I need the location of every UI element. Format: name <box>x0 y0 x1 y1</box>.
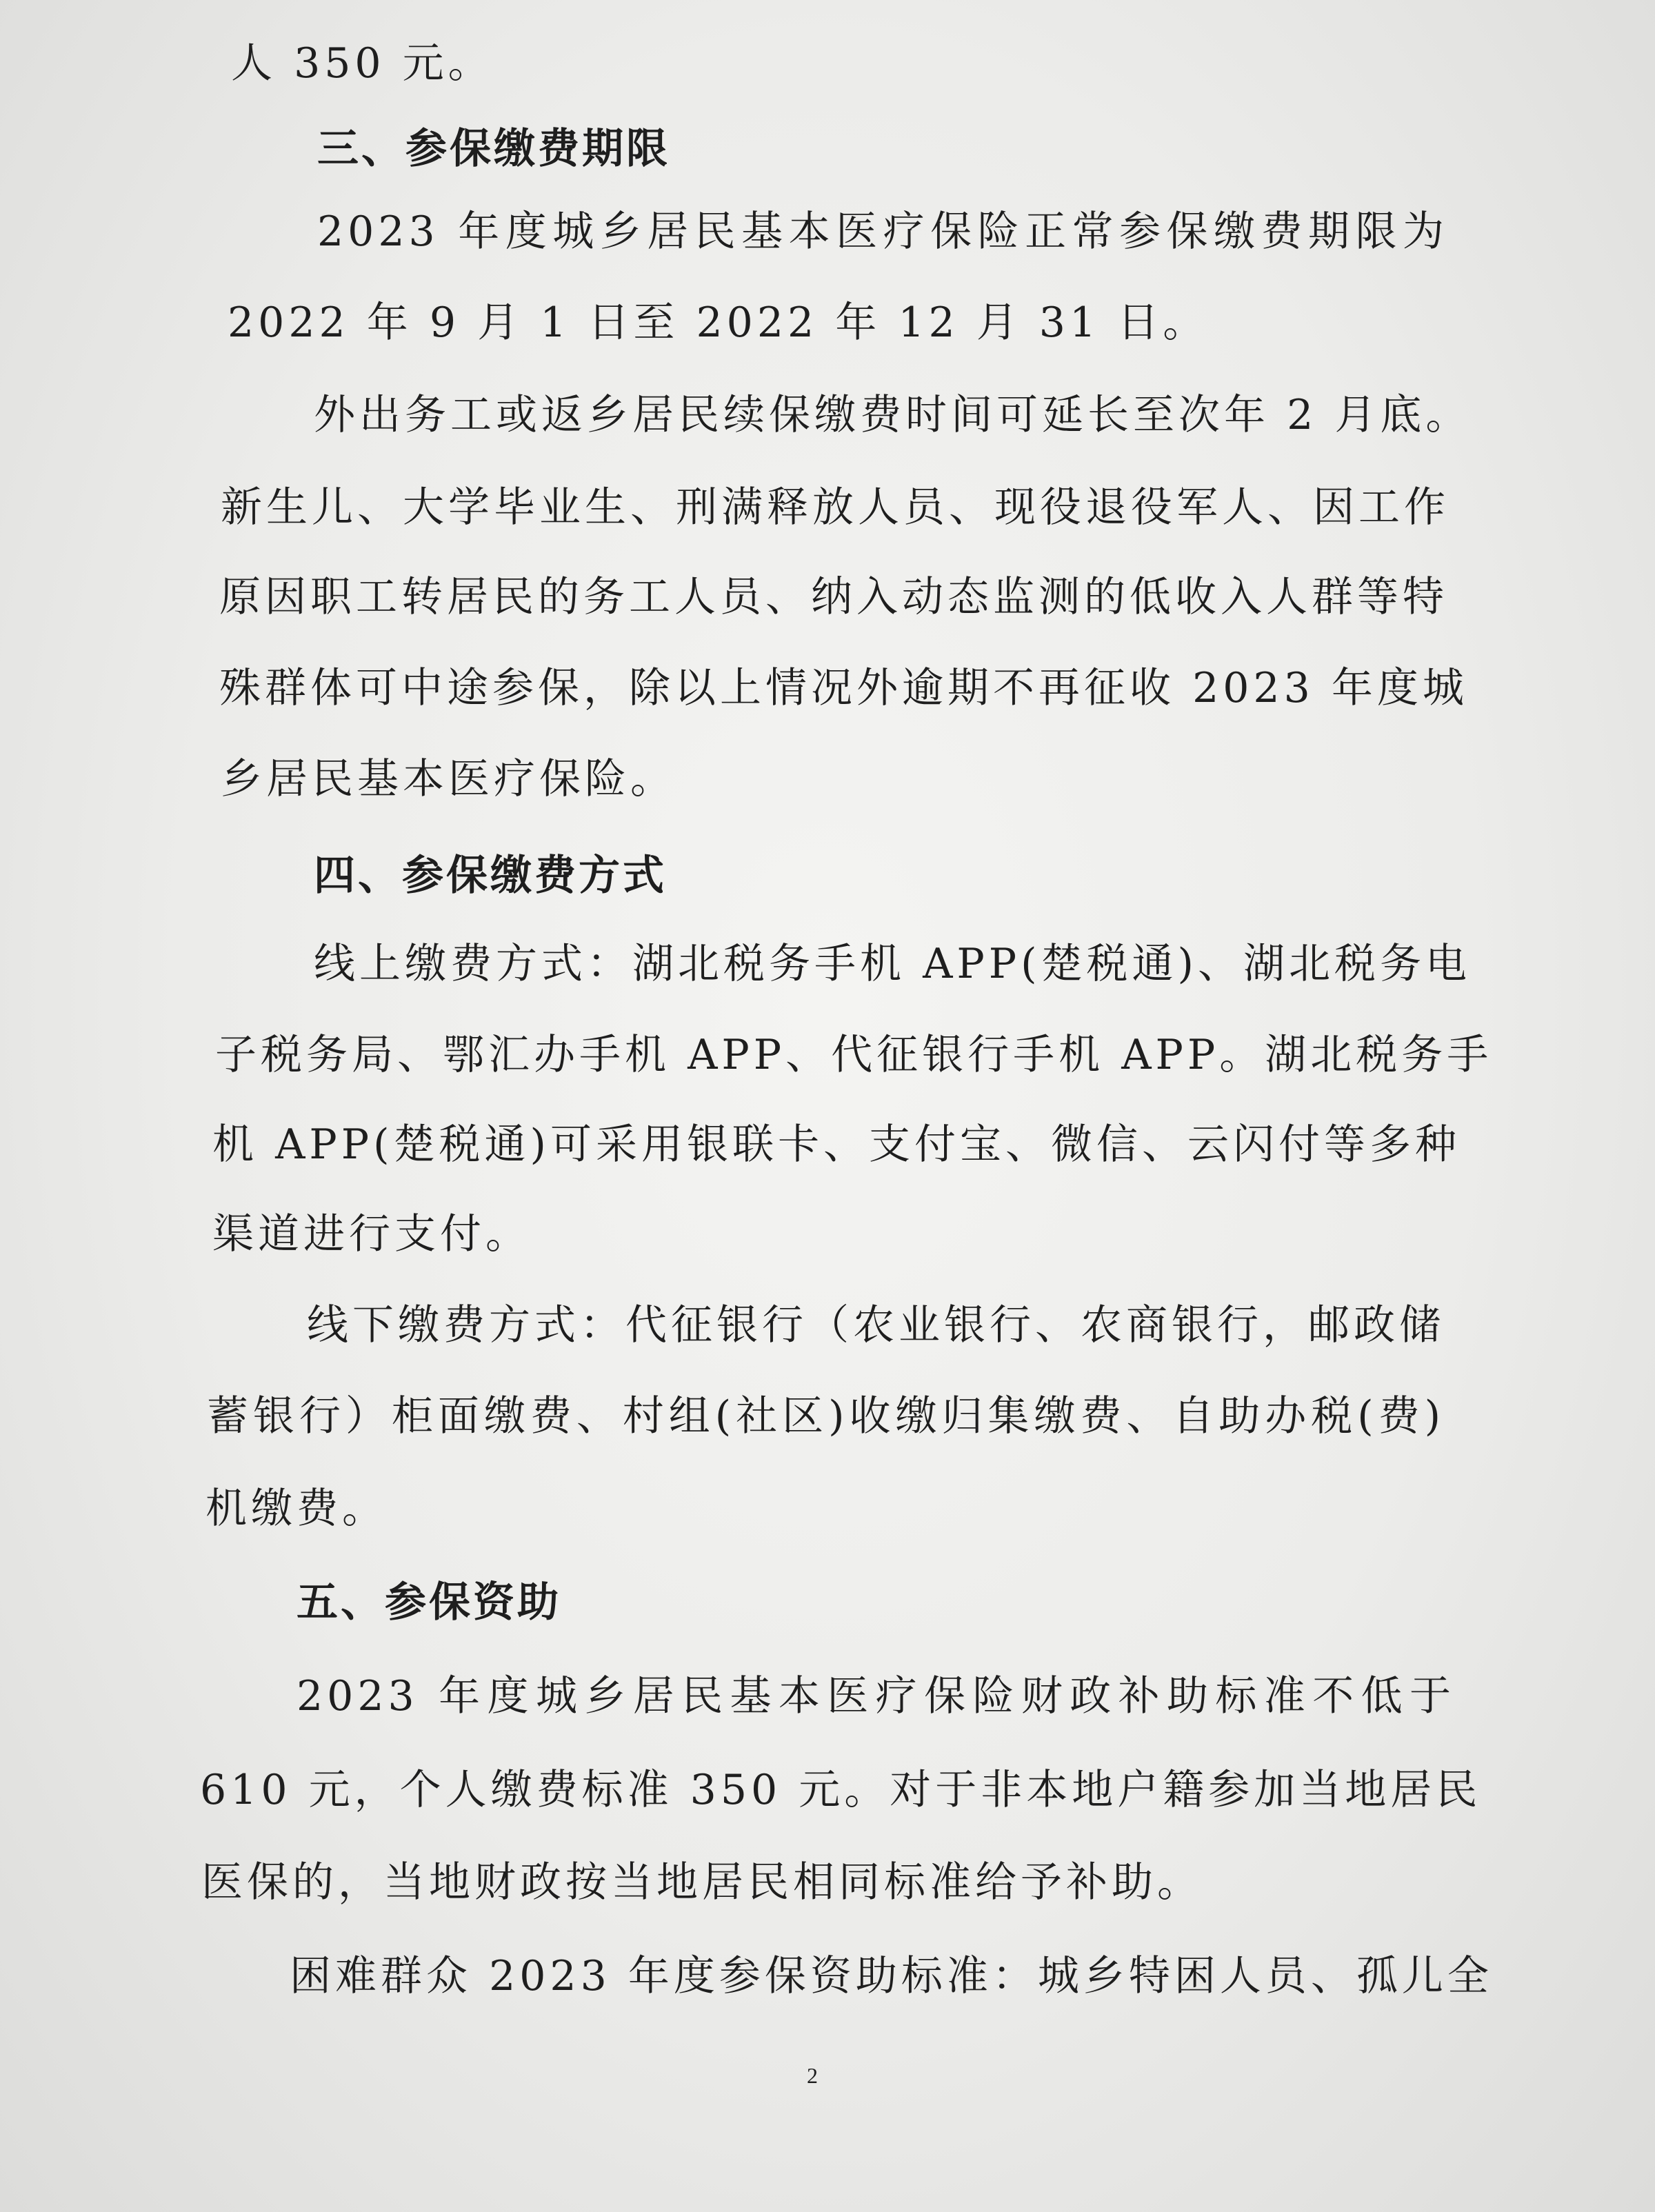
body-line: 渠道进行支付。 <box>212 1210 531 1258</box>
body-line: 外出务工或返乡居民续保缴费时间可延长至次年 2 月底。 <box>314 391 1472 439</box>
page-number: 2 <box>807 2063 818 2088</box>
body-line: 原因职工转居民的务工人员、纳入动态监测的低收入人群等特 <box>219 573 1448 621</box>
body-line: 2022 年 9 月 1 日至 2022 年 12 月 31 日。 <box>228 299 1209 347</box>
body-line: 机 APP(楚税通)可采用银联卡、支付宝、微信、云闪付等多种 <box>212 1120 1461 1169</box>
body-line: 2023 年度城乡居民基本医疗保险财政补助标准不低于 <box>297 1672 1455 1720</box>
body-line: 线上缴费方式：湖北税务手机 APP(楚税通)、湖北税务电 <box>314 940 1471 988</box>
body-line: 子税务局、鄂汇办手机 APP、代征银行手机 APP。湖北税务手 <box>215 1031 1493 1079</box>
body-line: 困难群众 2023 年度参保资助标准：城乡特困人员、孤儿全 <box>290 1952 1493 2000</box>
section-heading-3: 三、参保缴费期限 <box>317 125 670 173</box>
body-line: 医保的，当地财政按当地居民相同标准给予补助。 <box>201 1858 1203 1907</box>
body-line: 乡居民基本医疗保险。 <box>221 755 676 803</box>
section-heading-4: 四、参保缴费方式 <box>314 852 667 900</box>
body-line: 机缴费。 <box>205 1485 388 1533</box>
body-line: 殊群体可中途参保，除以上情况外逾期不再征收 2023 年度城 <box>219 664 1468 712</box>
body-line: 610 元，个人缴费标准 350 元。对于非本地户籍参加当地居民 <box>200 1766 1482 1814</box>
section-heading-5: 五、参保资助 <box>297 1578 561 1627</box>
body-line: 蓄银行）柜面缴费、村组(社区)收缴归集缴费、自助办税(费) <box>207 1392 1445 1440</box>
body-line: 新生儿、大学毕业生、刑满释放人员、现役退役军人、因工作 <box>221 483 1450 532</box>
body-line: 2023 年度城乡居民基本医疗保险正常参保缴费期限为 <box>317 208 1448 256</box>
body-line: 线下缴费方式：代征银行（农业银行、农商银行，邮政储 <box>307 1301 1445 1349</box>
body-line: 人 350 元。 <box>231 39 494 88</box>
